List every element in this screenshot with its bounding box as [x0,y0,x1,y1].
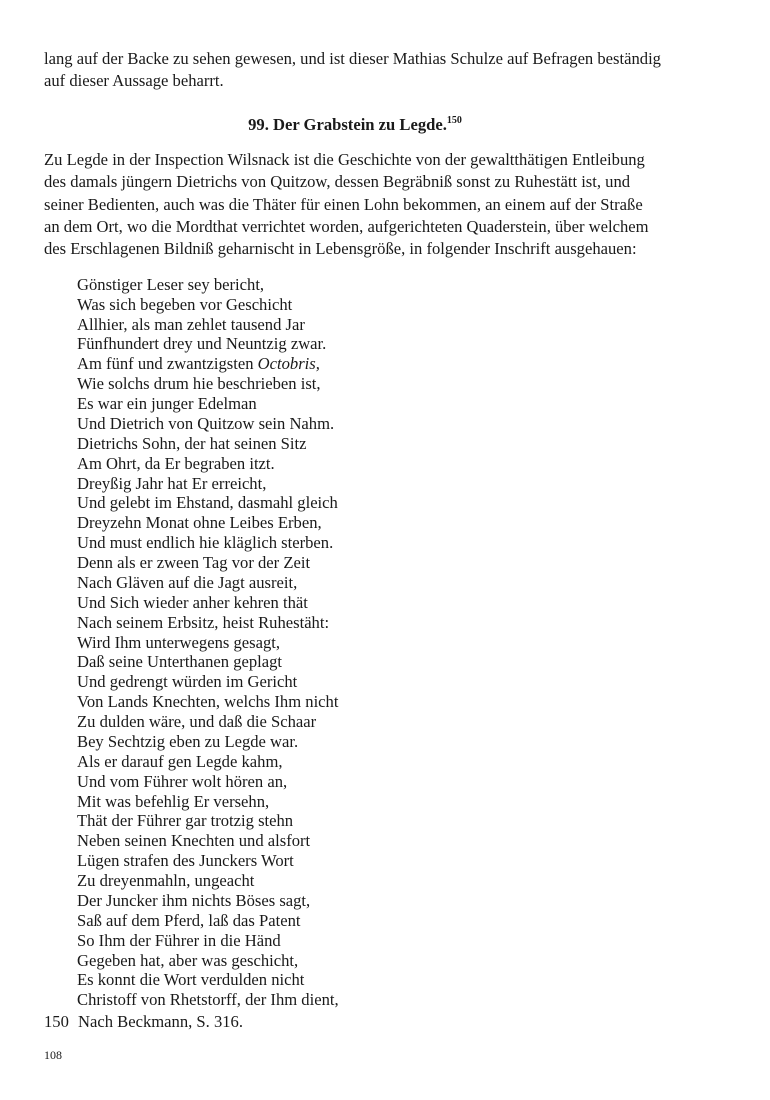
poem-line: Und must endlich hie kläglich sterben. [77,533,334,553]
poem-line: Am Ohrt, da Er begraben itzt. [77,453,275,473]
poem-line: Lügen strafen des Junckers Wort [77,851,294,871]
inscription-poem [77,275,666,1010]
poem-line: Als er darauf gen Legde kahm, [77,751,283,771]
poem-line: Gegeben hat, aber was geschicht, [77,950,299,970]
text-line: des Erschlagenen Bildniß geharnischt in Lebensgröße, in folgender Inschrift ausgehauen: [44,239,637,259]
poem-line: Mit was befehlig Er versehn, [77,791,270,811]
poem-line: Nach Gläven auf die Jagt ausreit, [77,572,298,592]
text-line: Zu Legde in der Inspection Wilsnack ist die Geschichte von der gewaltthätigen Entleibung [44,149,645,169]
page-content [44,48,666,1010]
poem-line: Saß auf dem Pferd, laß das Patent [77,910,301,930]
poem-line: Von Lands Knechten, welchs Ihm nicht [77,692,339,712]
poem-line: Gönstiger Leser sey bericht, [77,274,265,294]
poem-line: Daß seine Unterthanen geplagt [77,652,283,672]
poem-line: Und gelebt im Ehstand, dasmahl gleich [77,493,338,513]
poem-line: Christoff von Rhetstorff, der Ihm dient, [77,990,339,1010]
poem-line: Denn als er zween Tag vor der Zeit [77,553,311,573]
footnote-ref[interactable]: 150 [446,114,462,126]
poem-line: Bey Sechtzig eben zu Legde war. [77,731,299,751]
poem-line: Fünfhundert drey und Neuntzig zwar. [77,334,327,354]
poem-line: Dreyzehn Monat ohne Leibes Erben, [77,513,322,533]
footnote [44,1012,243,1032]
text-line: lang auf der Backe zu sehen gewesen, und ist dieser Mathias Schulze auf Befragen beständig [44,49,661,68]
poem-line: Was sich begeben vor Geschicht [77,294,293,314]
section-title: 99. Der Grabstein zu Legde. [248,114,447,134]
text-line: auf dieser Aussage beharrt. [44,71,224,91]
poem-italic-word: Octobris, [257,354,320,374]
poem-line: Und vom Führer wolt hören an, [77,771,288,791]
poem-line: Es war ein junger Edelman [77,394,257,414]
poem-line: Und Sich wieder anher kehren thät [77,592,308,612]
poem-line: Zu dreyenmahln, ungeacht [77,871,255,891]
poem-line: Der Juncker ihm nichts Böses sagt, [77,890,311,910]
poem-line: Allhier, als man zehlet tausend Jar [77,314,305,334]
poem-line: Wird Ihm unterwegens gesagt, [77,632,281,652]
section-heading [44,114,666,136]
poem-line: Es konnt die Wort verdulden nicht [77,970,305,990]
page-number: 108 [44,1048,62,1062]
footnote-text: Nach Beckmann, S. 316. [78,1012,243,1031]
poem-line: So Ihm der Führer in die Händ [77,930,281,950]
poem-line [77,354,666,374]
poem-line: Und gedrengt würden im Gericht [77,672,298,692]
poem-line-text: Am fünf und zwantzigsten [77,354,258,374]
poem-line: Neben seinen Knechten und alsfort [77,831,311,851]
poem-line: Zu dulden wäre, und daß die Schaar [77,712,317,732]
poem-line: Dietrichs Sohn, der hat seinen Sitz [77,433,307,453]
poem-line: Dreyßig Jahr hat Er erreicht, [77,473,267,493]
text-line: des damals jüngern Dietrichs von Quitzow, dessen Begräbniß sonst zu Ruhestätt ist, und [44,172,631,192]
poem-line: Nach seinem Erbsitz, heist Ruhestäht: [77,612,330,632]
poem-line: Thät der Führer gar trotzig stehn [77,811,294,831]
footnote-number: 150 [44,1012,69,1031]
poem-line: Und Dietrich von Quitzow sein Nahm. [77,413,335,433]
text-line: seiner Bedienten, auch was die Thäter für einen Lohn bekommen, an einem auf der Straße [44,194,643,214]
body-paragraph [44,149,666,261]
intro-paragraph [44,48,666,93]
text-line: an dem Ort, wo die Mordthat verrichtet worden, aufgerichteten Quaderstein, über welchem [44,217,649,237]
poem-line: Wie solchs drum hie beschrieben ist, [77,374,321,394]
